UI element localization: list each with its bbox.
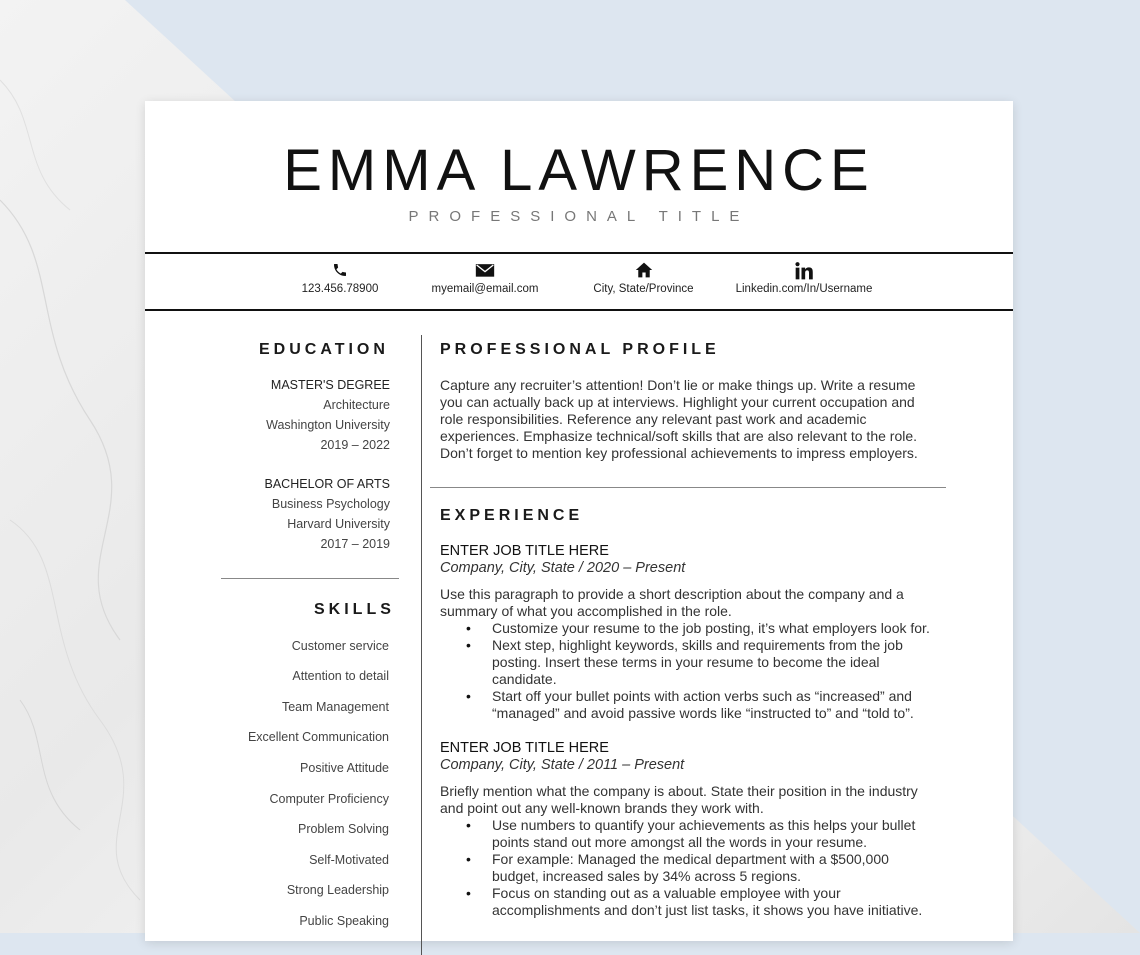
contact-phone [290,261,390,295]
degree-title: BACHELOR OF ARTS [264,477,390,491]
list-item: • Customize your resume to the job posting, it’s what employers look for. [440,620,935,637]
job-summary: Use this paragraph to provide a short description about the company and a summary of what you accomplished in the role. [440,586,904,619]
list-item: • Use numbers to quantify your achievements as this helps your bullet points stand out more amongst all the words in your resume. [440,817,935,851]
degree-field: Business Psychology [271,497,390,511]
job-title: ENTER JOB TITLE HERE [440,543,609,559]
job-bullets [440,620,935,722]
left-divider [221,578,399,579]
location-text: City, State/Province [593,283,694,295]
skill-item: Team Management [281,700,389,714]
job-company: Company, City, State / 2020 – Present [440,560,686,576]
degree-years: 2017 – 2019 [320,537,390,551]
skill-item: Customer service [291,639,389,653]
skill-item: Strong Leadership [286,883,389,897]
header-rule-bottom [145,309,1013,311]
education-entry [265,474,391,554]
degree-school: Harvard University [287,517,390,531]
contact-linkedin [729,261,879,295]
phone-text: 123.456.78900 [301,283,379,295]
job-bullets [440,817,935,919]
experience-heading: EXPERIENCE [440,507,584,524]
profile-heading: PROFESSIONAL PROFILE [440,341,720,358]
home-icon [581,261,706,283]
list-item: • Focus on standing out as a valuable employee with your accomplishments and don’t just list tasks, it shows you have initiative. [440,885,935,919]
job-summary: Briefly mention what the company is about. State their position in the industry and point out any well-known brands they work with. [440,783,918,816]
envelope-icon [420,261,550,283]
resume-name: EMMA LAWRENCE [283,138,875,203]
skill-item: Attention to detail [292,669,389,683]
education-heading: EDUCATION [259,341,389,358]
job-company: Company, City, State / 2011 – Present [440,757,685,773]
degree-school: Washington University [266,418,390,432]
skill-item: Positive Attitude [300,761,389,775]
skill-item: Excellent Communication [247,730,389,744]
resume-page [145,101,1013,941]
list-item: • Next step, highlight keywords, skills and requirements from the job posting. Insert these terms in your resume to become the ideal candidate. [440,637,935,688]
skills-heading: SKILLS [314,601,395,618]
skill-item: Problem Solving [297,822,389,836]
job-title: ENTER JOB TITLE HERE [440,740,609,756]
header-rule-top [145,252,1013,254]
list-item: • For example: Managed the medical department with a $500,000 budget, increased sales by 34% across 5 regions. [440,851,935,885]
degree-years: 2019 – 2022 [320,438,390,452]
degree-field: Architecture [323,398,390,412]
profile-text: Capture any recruiter’s attention! Don’t lie or make things up. Write a resume you can actually back up at interviews. Highlight your current occupation and role responsibilities. Reference any relevant past work and academic experiences. Emphasize technical/soft skills that are also relevant to the role. Don’t forget to mention key professional achievements to impress employers. [440,377,918,461]
contact-location [581,261,706,295]
contact-email [420,261,550,295]
degree-title: MASTER'S DEGREE [270,378,390,392]
list-item: • Start off your bullet points with action verbs such as “increased” and “managed” and avoid passive words like “instructed to” and “told to”. [440,688,935,722]
skill-item: Computer Proficiency [269,792,389,806]
skill-item: Public Speaking [299,914,389,928]
linkedin-text: Linkedin.com/In/Username [735,283,873,295]
skill-item: Self-Motivated [309,853,389,867]
professional-title: PROFESSIONAL TITLE [408,208,750,225]
profile-divider [430,487,946,488]
phone-icon [290,261,390,283]
education-entry [266,375,390,455]
linkedin-icon [729,261,879,283]
email-text: myemail@email.com [431,283,539,295]
column-divider [421,335,422,955]
